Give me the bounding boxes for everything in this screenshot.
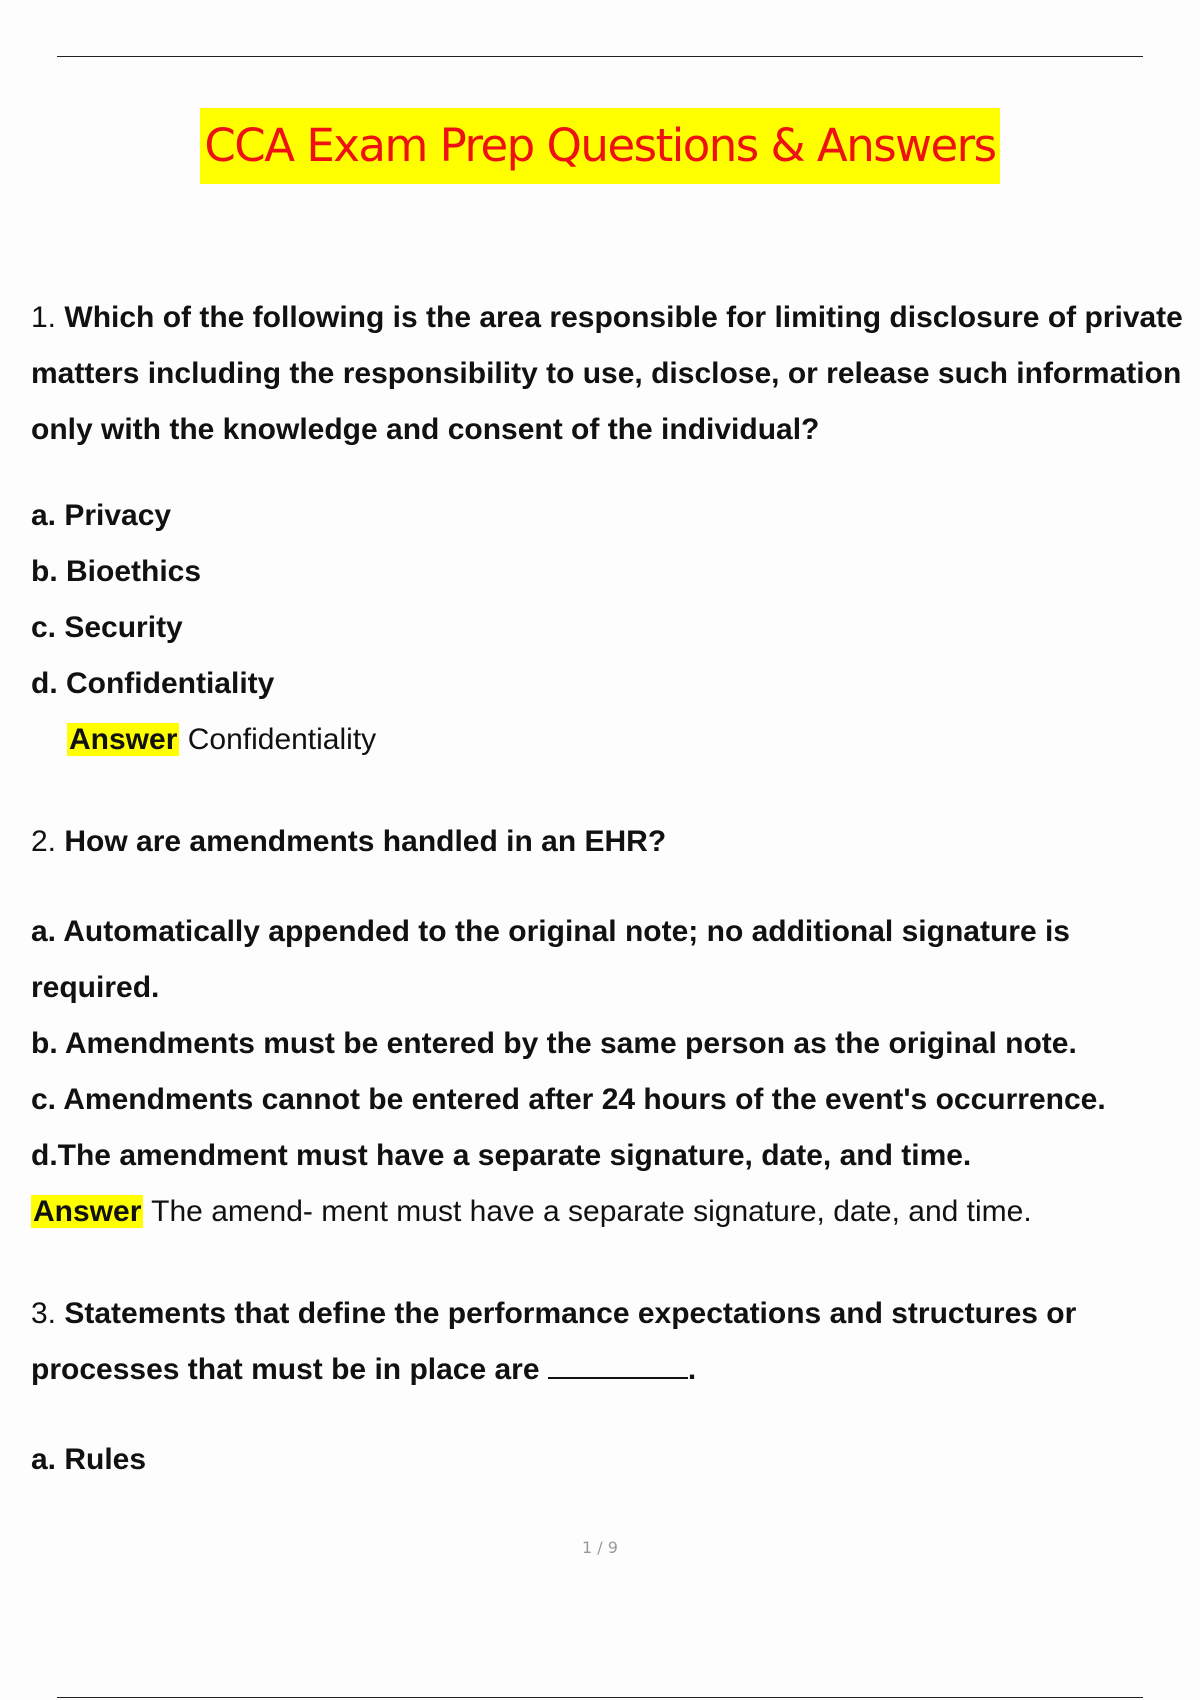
question-text: Which of the following is the area responsible for limiting disclosure of private matters including the responsibility to use, disclose, or release such information only with the knowledge and consent of the individual?	[31, 301, 1183, 446]
fill-in-blank	[548, 1347, 688, 1379]
bottom-rule	[57, 1697, 1143, 1698]
question-number: 1.	[31, 301, 57, 334]
answer-text: The amend- ment must have a separate signature, date, and time.	[151, 1195, 1032, 1228]
answer-text: Confidentiality	[187, 723, 377, 756]
question-end-punct: .	[687, 1353, 697, 1386]
option-a: a. Automatically appended to the original note; no additional signature is required.	[31, 915, 1070, 1004]
question-3-prompt	[31, 1286, 1191, 1398]
option-a: a. Rules	[31, 1443, 147, 1476]
option-d: d. Confidentiality	[31, 667, 275, 700]
question-text: Statements that define the performance expectations and structures or processes that must be in place are	[31, 1297, 1077, 1386]
question-2	[31, 814, 1191, 1240]
document-body	[31, 290, 1191, 1488]
options-list	[31, 1432, 1191, 1488]
answer-label: Answer	[69, 723, 178, 756]
question-1	[31, 290, 1191, 768]
options-list	[31, 488, 1191, 712]
option-b: b. Bioethics	[31, 555, 202, 588]
option-c: c. Amendments cannot be entered after 24 hours of the event's occurrence.	[31, 1083, 1106, 1116]
answer-label: Answer	[33, 1195, 142, 1228]
option-d: d.The amendment must have a separate signature, date, and time.	[31, 1139, 972, 1172]
question-text: How are amendments handled in an EHR?	[64, 825, 667, 858]
question-1-prompt	[31, 290, 1191, 458]
option-a: a. Privacy	[31, 499, 172, 532]
page-number: 1 / 9	[582, 1538, 618, 1557]
answer-2	[31, 1184, 1191, 1240]
answer-1	[31, 712, 1191, 768]
top-rule	[57, 56, 1143, 57]
option-c: c. Security	[31, 611, 183, 644]
option-b: b. Amendments must be entered by the same person as the original note.	[31, 1027, 1077, 1060]
title-container	[0, 108, 1200, 184]
document-title: CCA Exam Prep Questions & Answers	[200, 108, 999, 184]
question-number: 2.	[31, 825, 57, 858]
question-3	[31, 1286, 1191, 1488]
options-list	[31, 904, 1191, 1184]
question-number: 3.	[31, 1297, 57, 1330]
question-2-prompt	[31, 814, 1191, 870]
